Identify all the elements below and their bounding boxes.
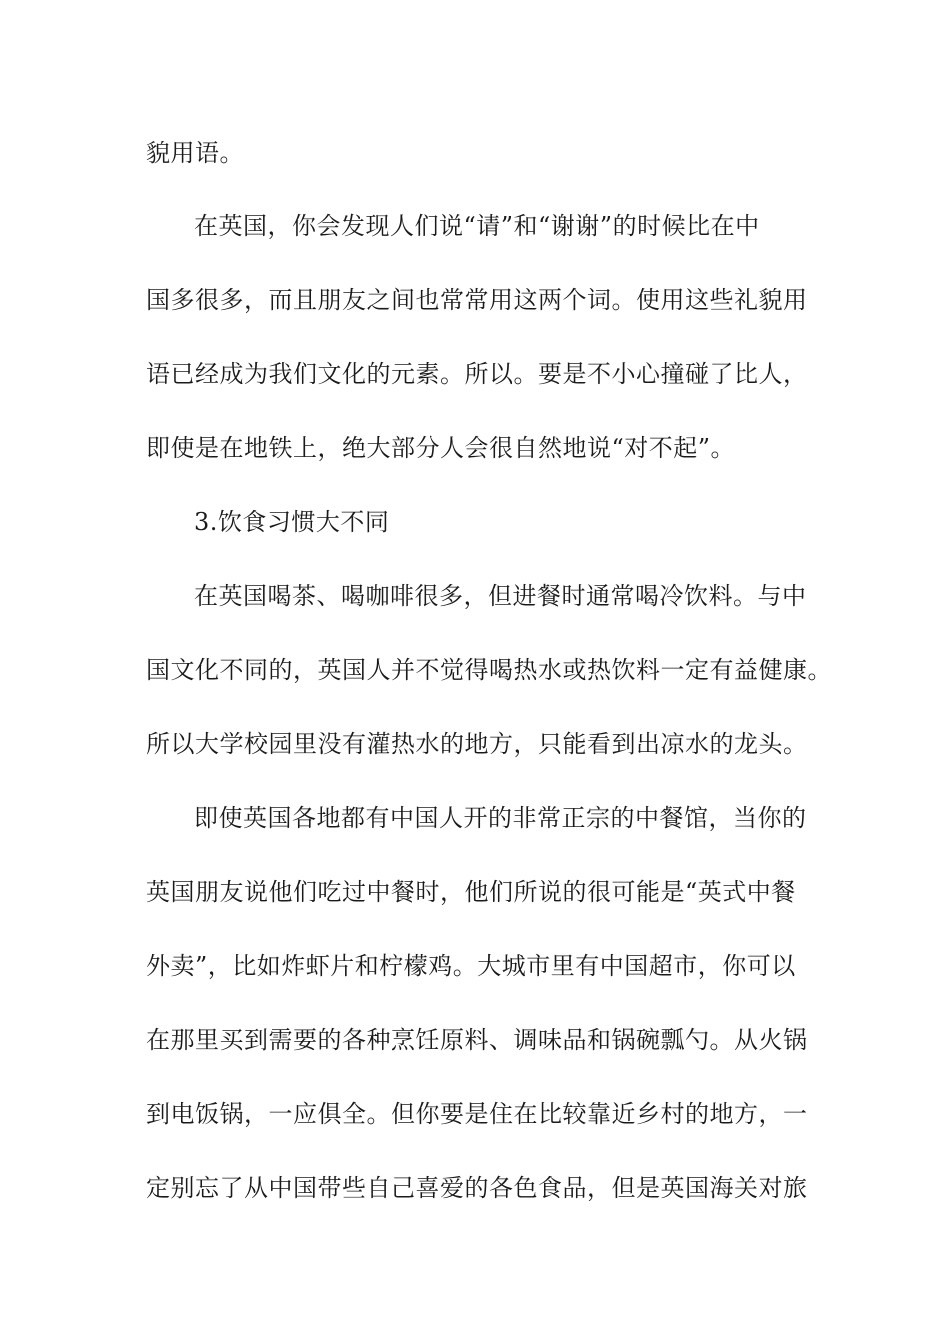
- paragraph-line: 外卖”，比如炸虾片和柠檬鸡。大城市里有中国超市，你可以: [146, 952, 796, 980]
- section-heading: 3.饮食习惯大不同: [194, 508, 390, 536]
- paragraph-line: 在那里买到需要的各种烹饪原料、调味品和锅碗瓢勺。从火锅: [146, 1026, 808, 1054]
- paragraph-line: 在英国喝茶、喝咖啡很多，但进餐时通常喝冷饮料。与中: [194, 582, 807, 610]
- paragraph-line: 国多很多，而且朋友之间也常常用这两个词。使用这些礼貌用: [146, 286, 808, 314]
- paragraph-line: 在英国，你会发现人们说“请”和“谢谢”的时候比在中: [194, 212, 760, 240]
- paragraph-line: 即使英国各地都有中国人开的非常正宗的中餐馆，当你的: [194, 804, 807, 832]
- paragraph-line: 所以大学校园里没有灌热水的地方，只能看到出凉水的龙头。: [146, 730, 808, 758]
- paragraph-line: 定别忘了从中国带些自己喜爱的各色食品，但是英国海关对旅: [146, 1174, 808, 1202]
- paragraph-line: 到电饭锅，一应俱全。但你要是住在比较靠近乡村的地方，一: [146, 1100, 808, 1128]
- paragraph-line: 国文化不同的，英国人并不觉得喝热水或热饮料一定有益健康。: [146, 656, 832, 684]
- paragraph-line: 语已经成为我们文化的元素。所以。要是不小心撞碰了比人，: [146, 360, 808, 388]
- paragraph-line: 英国朋友说他们吃过中餐时，他们所说的很可能是“英式中餐: [146, 878, 796, 906]
- paragraph-line: 貌用语。: [146, 139, 244, 167]
- paragraph-line: 即使是在地铁上，绝大部分人会很自然地说“对不起”。: [146, 434, 736, 462]
